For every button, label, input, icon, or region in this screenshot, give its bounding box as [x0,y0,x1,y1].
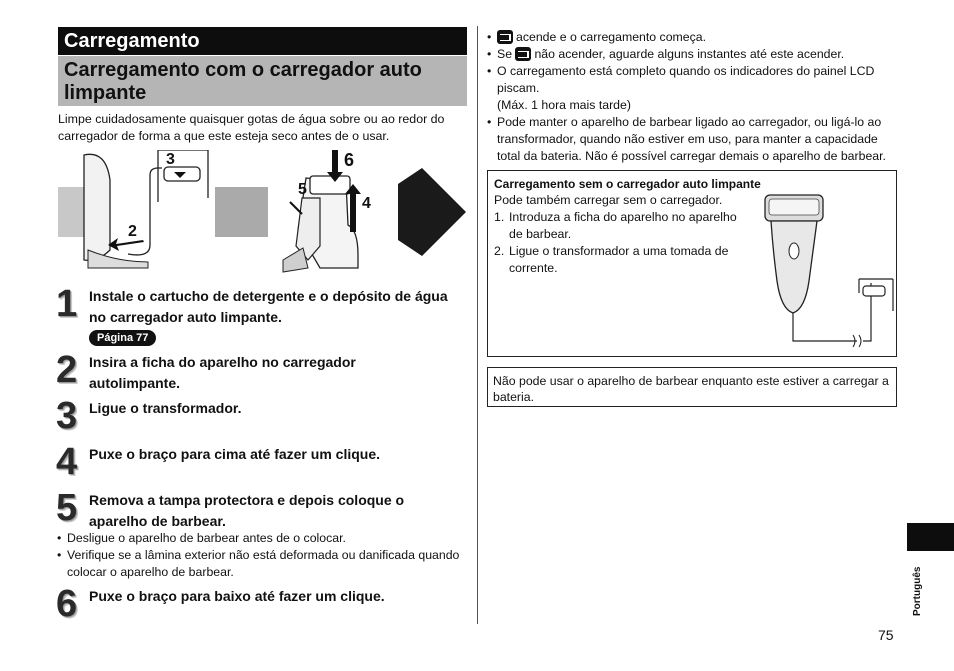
no-charger-subtitle: Pode também carregar sem o carregador. [494,193,723,207]
arrow-2-icon [108,238,144,251]
big-arrow-icon [398,168,466,256]
no-charger-step-1: 1. Introduza a ficha do aparelho no aparelho de barbear. [494,210,737,241]
no-charger-box [487,170,897,357]
charger-diagram [58,150,467,278]
callout-4: 4 [362,195,371,212]
usage-warning: Não pode usar o aparelho de barbear enquanto este estiver a carregar a bateria. [487,367,897,407]
plug-indicator-icon [497,30,513,44]
shaver-handle-mid [283,248,308,272]
charger-body-left [84,154,110,260]
step-number-1: 1 [56,283,78,325]
language-tab-marker [907,523,954,551]
note-1: • acende e o carregamento começa. [487,29,897,46]
plug-indicator-icon [515,47,531,61]
language-label: Português [912,566,923,616]
step5-notes [57,530,469,581]
callout-3: 3 [166,151,175,168]
step5-note-1: • Desligue o aparelho de barbear antes de o colocar. [57,530,469,547]
note-3: • O carregamento está completo quando os indicadores do painel LCD piscam. (Máx. 1 hora mais tarde) [487,63,897,114]
callout-6: 6 [344,150,355,170]
note-2: • Se não acender, aguarde alguns instantes até este acender. [487,46,897,63]
page-ref-badge: Página 77 [89,330,156,346]
ac-adapter [863,286,885,296]
step-text-4: Puxe o braço para cima até fazer um clique. [89,446,380,462]
shade-panel-mid [215,187,268,237]
shade-panel-left [58,187,84,237]
no-charger-title: Carregamento sem o carregador auto limpante [494,177,761,191]
step-number-3: 3 [56,395,78,437]
step-number-4: 4 [56,441,78,483]
step-text-2: Insira a ficha do aparelho no carregador autolimpante. [89,354,356,391]
shaver-switch [789,243,799,259]
charging-notes [487,29,897,165]
step-text-1: Instale o cartucho de detergente e o depósito de água no carregador auto limpante. [89,288,448,325]
page-number: 75 [878,627,894,643]
callout-5: 5 [298,181,307,198]
note-4: • Pode manter o aparelho de barbear ligado ao carregador, ou ligá-lo ao transformador, quando não estiver em uso, para manter a capacidade total da bateria. Não é possível carregar demais o aparelho de barbear. [487,114,897,165]
section-title: Carregamento [58,27,467,55]
step-text-3: Ligue o transformador. [89,400,242,416]
step-number-5: 5 [56,487,78,529]
step5-note-2: • Verifique se a lâmina exterior não está deformada ou danificada quando colocar o aparelho de barbear. [57,547,469,581]
charging-illustration [58,150,467,278]
note-3-sub: (Máx. 1 hora mais tarde) [497,98,631,112]
step-number-6: 6 [56,583,78,625]
step-text-6: Puxe o braço para baixo até fazer um clique. [89,588,385,604]
no-charger-step-2: 2. Ligue o transformador a uma tomada de corrente. [494,244,729,275]
charger-arm [310,176,350,194]
column-divider [477,26,478,624]
intro-text: Limpe cuidadosamente quaisquer gotas de água sobre ou ao redor do carregador de forma a que este esteja seco antes de o usar. [58,112,445,143]
shaver-adapter-illustration [753,191,895,353]
callout-2: 2 [128,223,137,240]
shaver-body [771,221,817,313]
step-number-2: 2 [56,349,78,391]
no-charger-steps [494,209,749,277]
subsection-title: Carregamento com o carregador auto limpante [58,56,467,106]
shaver-foil [769,199,819,215]
step-text-5: Remova a tampa protectora e depois coloque o aparelho de barbear. [89,492,405,529]
